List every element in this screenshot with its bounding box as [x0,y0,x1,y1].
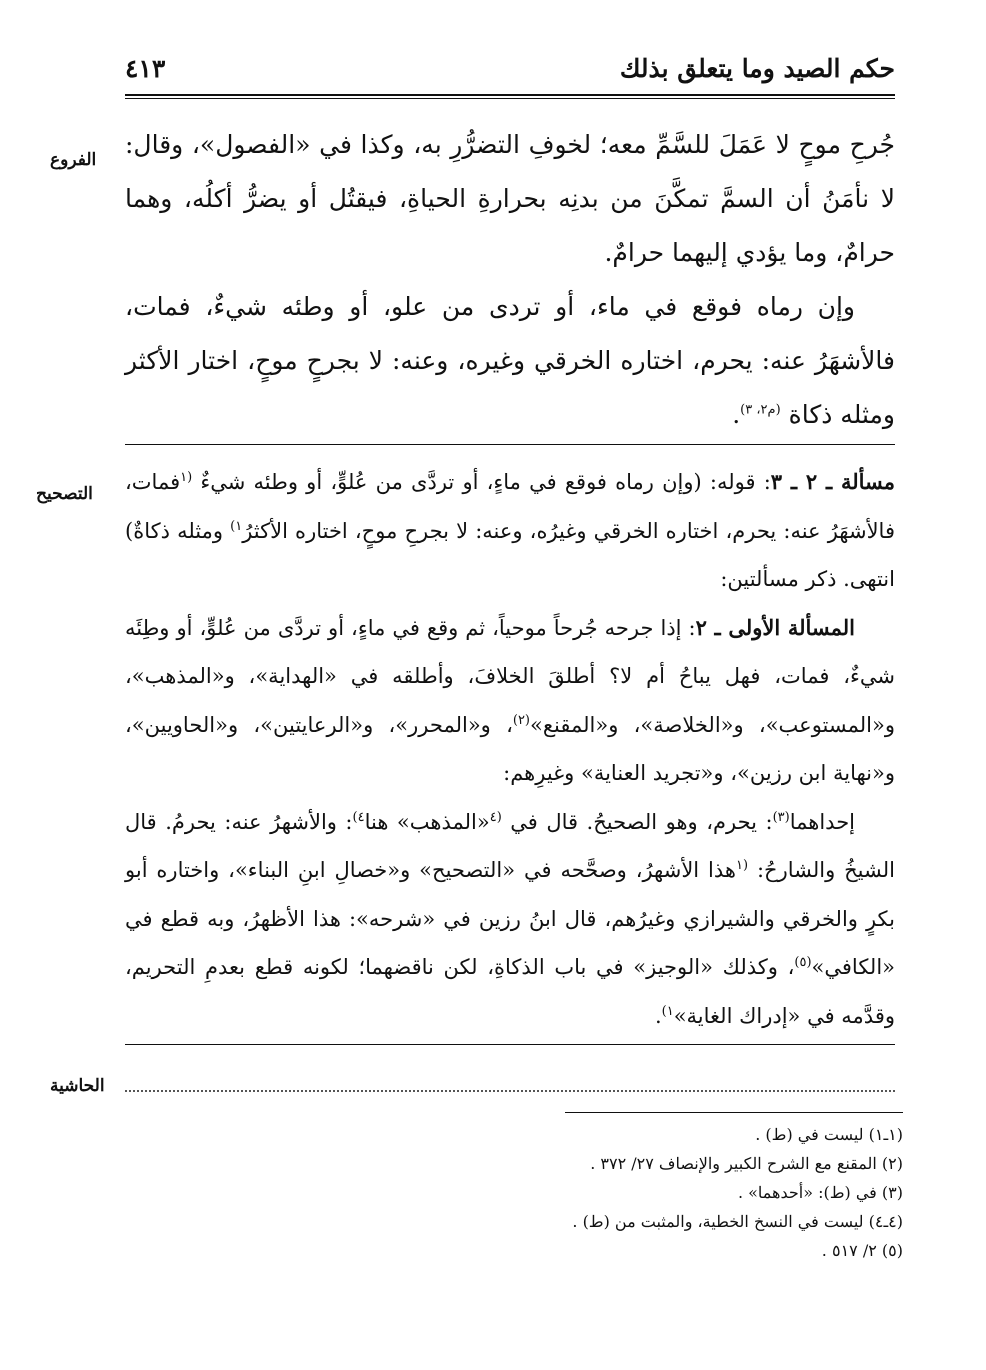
main-text [125,118,895,442]
section-rule [125,444,895,445]
footnote-item: (١ـ١) ليست في (ط) . [755,1125,903,1144]
tashih-paragraph-1 [125,458,895,604]
tashih-p3-text-f: ، وكذلك «الوجيز» في باب الذكاةِ، لكن ناقضهما؛ لكونه قطع بعدمِ التحريم، وقدَّمه في «إدراك الغاية» [125,955,895,1028]
footnote-rule [565,1112,903,1113]
header-rule [125,94,895,99]
tashih-text [125,458,895,1040]
hashiya-dotted-line [125,1090,895,1092]
page-number: ٤١٣ [125,54,166,83]
tashih-p3-text-e: هذا الأشهرُ، وصحَّحه في «التصحيح» و«خصالِ ابنِ البناء»، واختاره أبو بكرٍ والخرقي والشيرازي وغيرُهم، قال ابنُ رزين في «شرحه»: هذا الأظهرُ، وبه قطع في «الكافي» [125,858,895,979]
main-paragraph-2-text: وإن رماه فوقع في ماء، أو تردى من علو، أو وطئه شيءٌ، فمات، فالأشهَرُ عنه: يحرم، اختاره الخرقي وغيره، وعنه: لا بجرحٍ موحٍ، اختار الأكثر ومثله ذكاة [125,292,895,429]
tashih-p2-text-b: ، و«المحرر»، و«الرعايتين»، و«الحاويين»، و«نهاية ابن رزين»، و«تجريد العناية» وغيرِهم: [125,712,895,785]
margin-label-furu: الفروع [50,150,97,170]
footnote-item: (٤ـ٤) ليست في النسخ الخطية، والمثبت من (ط) . [572,1212,903,1231]
footnote-marker: (١ [735,858,749,873]
footnote-marker: ٤) [352,809,365,825]
tashih-p2-text-a: : إذا جرحه جُرحاً موحياً، ثم وقع في ماءٍ، أو تردَّى من عُلوٍّ، أو وطِئَه شيءٌ، فمات، فهل يباحُ أم لا؟ أطلقَ الخلافَ، وأطلقه في «الهداية»، و«المذهب»، و«المستوعب»، و«الخلاصة»، و«المقنع» [125,615,895,737]
footnote-marker: (٢) [512,712,530,728]
footnote-marker: (٤ [489,809,502,825]
tashih-paragraph-3 [125,798,895,1041]
section-rule-bottom [125,1044,895,1045]
main-paragraph-2 [125,280,895,442]
tashih-p1-text-a: : قوله: (وإن رماه فوقع في ماءٍ، أو تردَّى من عُلوٍّ، أو وطئه شيءٌ [192,470,771,494]
tashih-p3-text-g: . [654,1003,662,1028]
tashih-paragraph-2 [125,604,895,798]
masala-reference: (م٢، ٣) [740,402,781,418]
main-paragraph-2-end: . [732,400,741,429]
footnote-marker: ١) [230,518,243,534]
running-title: حكم الصيد وما يتعلق بذلك [619,54,895,83]
margin-label-hashiya: الحاشية [50,1076,105,1096]
footnote-marker: (١ [180,470,193,485]
footnote-item: (٣) في (ط): «أحدهما» . [737,1183,903,1202]
tashih-p3-text-d: : والأشهرُ عنه: يحرمُ. قال الشيخُ والشارحُ: [125,809,895,882]
footnote-marker: ١) [661,1003,674,1019]
first-issue-heading: المسألة الأولى ـ ٢ [695,614,855,640]
footnote-marker: (٥) [794,955,812,970]
tashih-p3-text-c: «المذهب» هنا [364,809,490,834]
footnotes [300,1120,903,1265]
footnote-marker: (٣) [772,809,790,825]
page-header [125,50,895,94]
main-paragraph-1: جُرحِ موحٍ لا عَمَلَ للسَّمِّ معه؛ لخوفِ التضرُّرِ به، وكذا في «الفصول»، وقال: لا نأمَنُ أن السمَّ تمكَّنَ من بدنِه بحرارةِ الحياةِ، فيقتُل أو يضرُّ أكلُه، وهما حرامٌ، وما يؤدي إليهما حرامٌ. [125,130,895,267]
margin-label-tashih: التصحيح [36,484,93,504]
masala-heading: مسألة ـ ٢ ـ ٣ [770,469,896,494]
tashih-p3-text-a: إحداهما [789,809,856,834]
tashih-p1-text-c: ومثله ذكاةٌ) انتهى. ذكر مسألتين: [125,518,895,591]
footnote-item: (٢) المقنع مع الشرح الكبير والإنصاف ٢٧/ ٣٧٢ . [590,1154,903,1173]
tashih-p3-text-b: : يحرم، وهو الصحيحُ. قال في [501,809,773,834]
footnote-item: (٥) ٢/ ٥١٧ . [821,1241,903,1260]
tashih-p1-text-b: فمات، فالأشهَرُ عنه: يحرم، اختاره الخرقي وغيرُه، وعنه: لا بجرحِ موحٍ، اختاره الأكثرُ [125,470,895,543]
